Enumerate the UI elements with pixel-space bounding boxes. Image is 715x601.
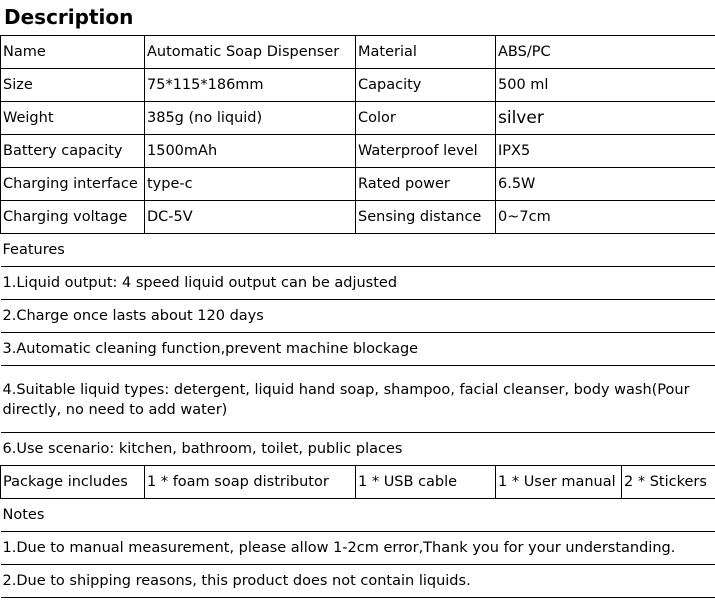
- spec-key: Waterproof level: [356, 135, 496, 168]
- spec-value: Automatic Soap Dispenser: [145, 36, 356, 69]
- note-row: [1, 565, 715, 598]
- spec-value: silver: [496, 102, 715, 135]
- spec-key: Battery capacity: [1, 135, 145, 168]
- features-header-row: [1, 234, 715, 267]
- spec-key: Material: [356, 36, 496, 69]
- spec-value: IPX5: [496, 135, 715, 168]
- spec-key: Capacity: [356, 69, 496, 102]
- table-row: [1, 102, 715, 135]
- spec-key: Color: [356, 102, 496, 135]
- package-row: [1, 466, 715, 499]
- note-item: 1.Due to manual measurement, please allow 1-2cm error,Thank you for your understanding.: [1, 532, 715, 565]
- note-item: 2.Due to shipping reasons, this product does not contain liquids.: [1, 565, 715, 598]
- feature-row: [1, 267, 715, 300]
- feature-row: [1, 366, 715, 433]
- spec-value: 75*115*186mm: [145, 69, 356, 102]
- notes-title: Notes: [1, 499, 715, 532]
- package-item: 1 * USB cable: [356, 466, 496, 499]
- feature-item: 3.Automatic cleaning function,prevent machine blockage: [1, 333, 715, 366]
- feature-row: [1, 333, 715, 366]
- feature-item: 1.Liquid output: 4 speed liquid output can be adjusted: [1, 267, 715, 300]
- spec-value: 500 ml: [496, 69, 715, 102]
- package-label: Package includes: [1, 466, 145, 499]
- spec-key: Weight: [1, 102, 145, 135]
- spec-value: DC-5V: [145, 201, 356, 234]
- table-row: [1, 69, 715, 102]
- table-row: [1, 135, 715, 168]
- package-item: 1 * foam soap distributor: [145, 466, 356, 499]
- spec-key: Charging voltage: [1, 201, 145, 234]
- spec-key: Charging interface: [1, 168, 145, 201]
- features-title: Features: [1, 234, 715, 267]
- feature-row: [1, 433, 715, 466]
- spec-value: 0~7cm: [496, 201, 715, 234]
- table-row: [1, 36, 715, 69]
- note-row: [1, 532, 715, 565]
- feature-item: 2.Charge once lasts about 120 days: [1, 300, 715, 333]
- spec-key: Size: [1, 69, 145, 102]
- notes-header-row: [1, 499, 715, 532]
- feature-row: [1, 300, 715, 333]
- spec-value: 385g (no liquid): [145, 102, 356, 135]
- spec-value: ABS/PC: [496, 36, 715, 69]
- table-row: [1, 201, 715, 234]
- package-item: 1 * User manual: [496, 466, 622, 499]
- description-table: [0, 35, 715, 598]
- spec-value: type-c: [145, 168, 356, 201]
- spec-key: Sensing distance: [356, 201, 496, 234]
- spec-value: 1500mAh: [145, 135, 356, 168]
- package-item: 2 * Stickers: [622, 466, 715, 499]
- feature-item: 4.Suitable liquid types: detergent, liquid hand soap, shampoo, facial cleanser, body wash(Pour directly, no need to add water): [1, 366, 715, 433]
- table-row: [1, 168, 715, 201]
- feature-item: 6.Use scenario: kitchen, bathroom, toilet, public places: [1, 433, 715, 466]
- spec-key: Rated power: [356, 168, 496, 201]
- spec-key: Name: [1, 36, 145, 69]
- page-title: Description: [4, 5, 134, 29]
- spec-value: 6.5W: [496, 168, 715, 201]
